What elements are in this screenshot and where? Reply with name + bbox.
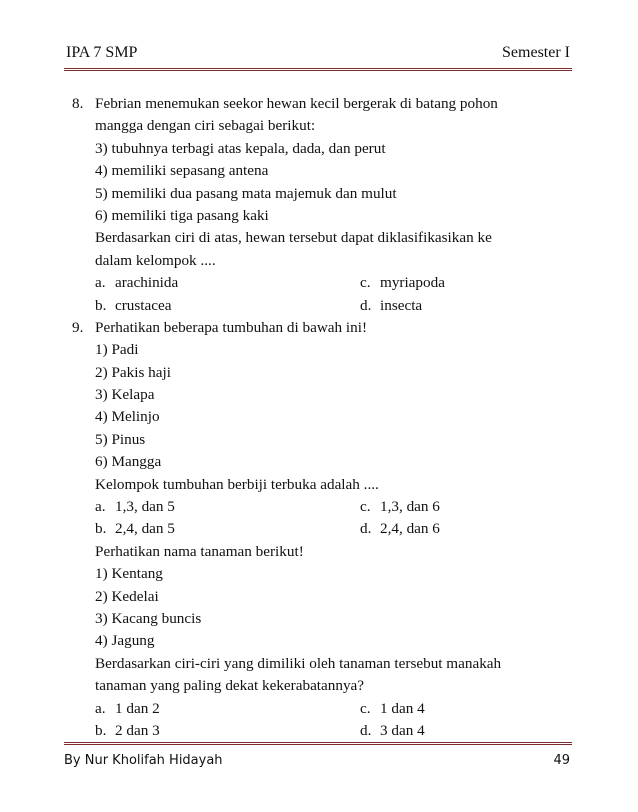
option-d[interactable]: d. 2,4, dan 6: [360, 520, 440, 538]
option-a[interactable]: a. 1 dan 2: [95, 699, 160, 717]
question-8-options-row-1: [64, 272, 572, 294]
question-9-item: 1) Padi: [95, 341, 139, 359]
question-8-item: 3) tubuhnya terbagi atas kepala, dada, dan perut: [95, 139, 386, 157]
question-10-item: 2) Kedelai: [95, 587, 159, 605]
page-footer: [64, 742, 572, 771]
question-9-item: 3) Kelapa: [95, 386, 155, 404]
option-a[interactable]: a. 1,3, dan 5: [95, 498, 175, 516]
question-10-item: 3) Kacang buncis: [95, 609, 202, 627]
question-10-item: 4) Jagung: [95, 632, 155, 650]
page-header: [64, 38, 572, 71]
header-semester: Semester I: [502, 44, 570, 61]
question-9-item: 4) Melinjo: [95, 408, 160, 426]
question-list: [64, 93, 572, 742]
option-d[interactable]: d. insecta: [360, 296, 423, 314]
option-b[interactable]: b. 2 dan 3: [95, 721, 160, 739]
header-subject: IPA 7 SMP: [66, 44, 138, 61]
question-9-options-row-1: [64, 496, 572, 518]
question-9-options-row-2: [64, 518, 572, 540]
option-b[interactable]: b. 2,4, dan 5: [95, 520, 175, 538]
question-8-options-row-2: [64, 295, 572, 317]
question-8-stem-1: Febrian menemukan seekor hewan kecil bergerak di batang pohon: [95, 95, 498, 112]
question-10-prompt-1: Berdasarkan ciri-ciri yang dimiliki oleh tanaman tersebut manakah: [95, 654, 502, 672]
question-8-item: 6) memiliki tiga pasang kaki: [95, 206, 269, 224]
option-b[interactable]: b. crustacea: [95, 296, 172, 314]
question-9-item: 6) Mangga: [95, 453, 162, 471]
footer-author: By Nur Kholifah Hidayah: [64, 753, 223, 768]
question-9-item: 5) Pinus: [95, 430, 146, 448]
page-number: 49: [553, 753, 570, 768]
question-10-options-row-1: [64, 698, 572, 720]
question-8-item: 5) memiliki dua pasang mata majemuk dan mulut: [95, 184, 397, 202]
question-10-stem: Perhatikan nama tanaman berikut!: [95, 542, 304, 560]
option-c[interactable]: c. 1,3, dan 6: [360, 498, 440, 516]
question-10-item: 1) Kentang: [95, 565, 163, 583]
question-8-stem-line: [64, 93, 572, 115]
question-10-options-row-2: [64, 720, 572, 742]
question-8-item: 4) memiliki sepasang antena: [95, 162, 269, 180]
option-c[interactable]: c. myriapoda: [360, 274, 445, 292]
question-10-prompt-2: tanaman yang paling dekat kekerabatannya?: [95, 677, 365, 695]
question-8-prompt-2: dalam kelompok ....: [95, 251, 216, 269]
question-9-stem-line: [64, 317, 572, 339]
question-9-stem: Perhatikan beberapa tumbuhan di bawah ini!: [95, 318, 368, 336]
option-a[interactable]: a. arachinida: [95, 274, 179, 292]
question-8-stem-2: mangga dengan ciri sebagai berikut:: [95, 117, 316, 135]
question-8-prompt-1: Berdasarkan ciri di atas, hewan tersebut dapat diklasifikasikan ke: [95, 229, 492, 247]
option-d[interactable]: d. 3 dan 4: [360, 721, 425, 739]
question-9-item: 2) Pakis haji: [95, 363, 171, 381]
question-9-prompt: Kelompok tumbuhan berbiji terbuka adalah ....: [95, 475, 379, 493]
question-8-number: 8.: [72, 95, 84, 112]
option-c[interactable]: c. 1 dan 4: [360, 699, 425, 717]
question-9-number: 9.: [72, 318, 84, 336]
